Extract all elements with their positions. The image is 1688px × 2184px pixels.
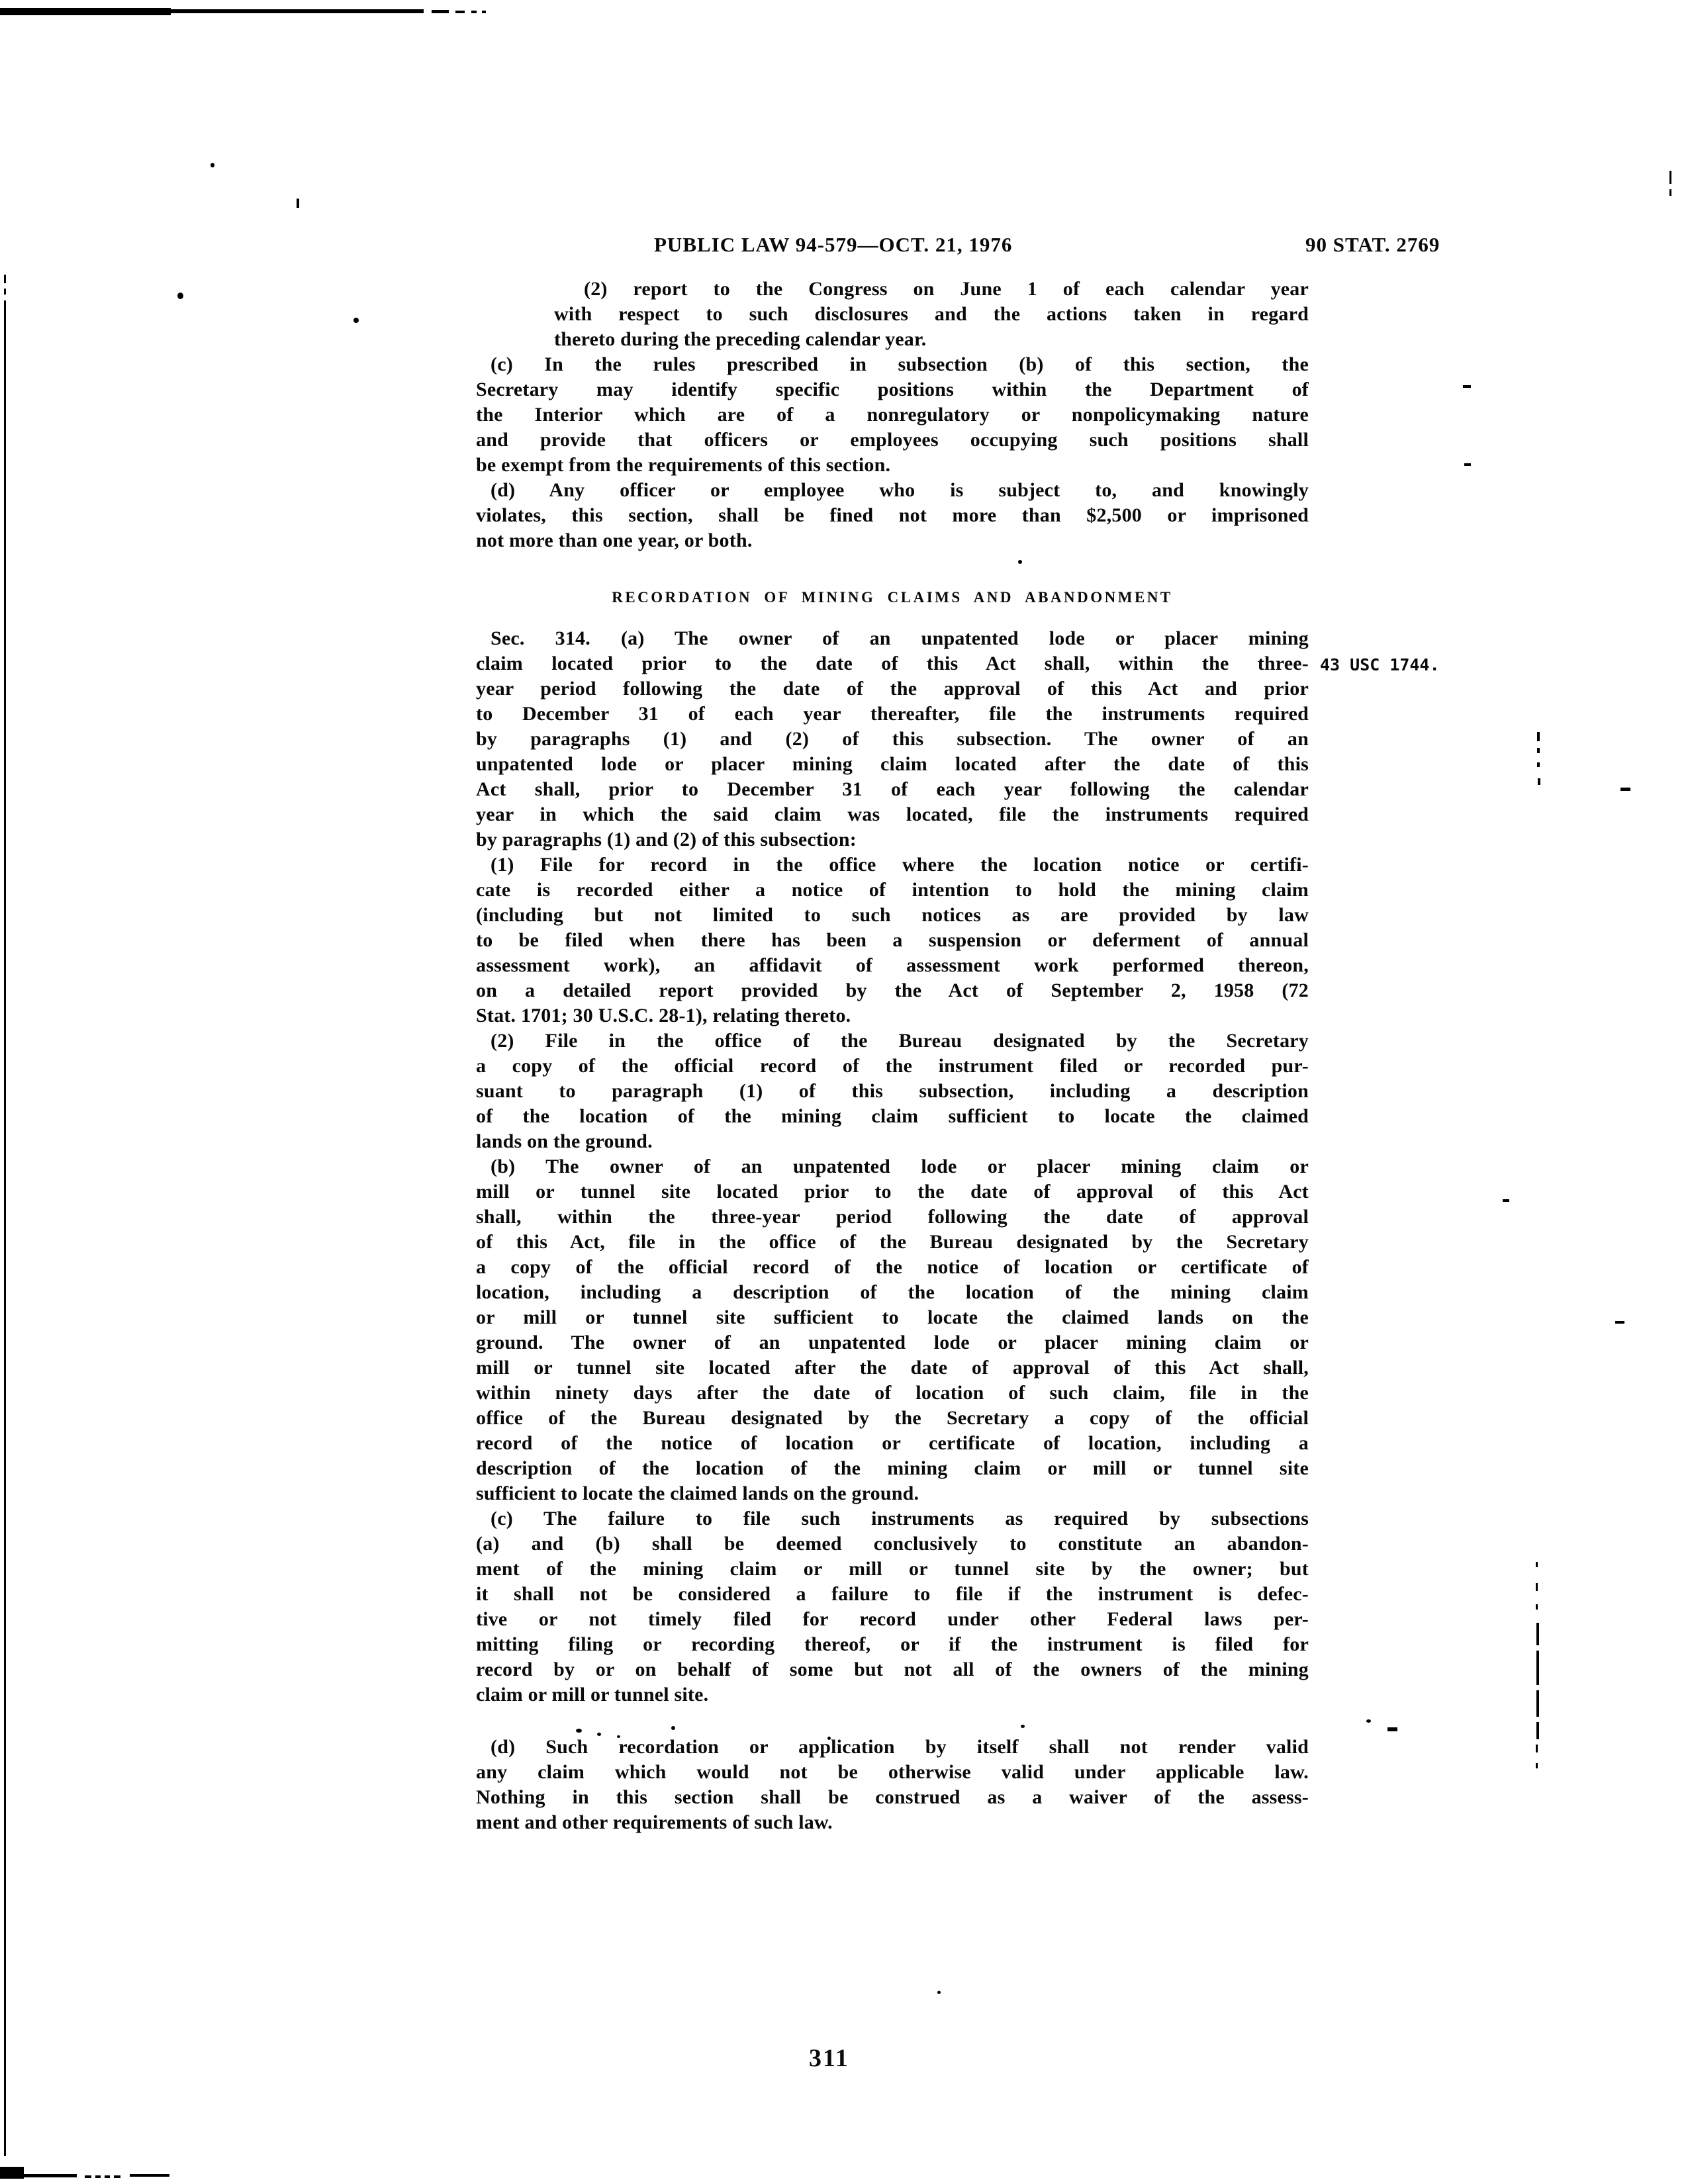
- scan-artifact-bottom-dash: [114, 2175, 120, 2178]
- text-line: year in which the said claim was located, file the instruments required: [476, 803, 1309, 825]
- text-line: by paragraphs (1) and (2) of this subsection:: [476, 829, 857, 850]
- paragraph-report-to-congress: [554, 277, 1309, 352]
- scan-artifact-right-edge-dash: [1669, 171, 1671, 184]
- scan-artifact-dot: [1366, 1719, 1371, 1723]
- intro-paragraphs: [476, 277, 1309, 553]
- text-line: year period following the date of the approval of this Act and prior: [476, 678, 1309, 700]
- text-line: Sec. 314. (a) The owner of an unpatented lode or placer mining: [491, 627, 1309, 649]
- text-line: shall, within the three-year period following the date of approval: [476, 1206, 1309, 1228]
- text-line: (d) Such recordation or application by itself shall not render valid: [491, 1736, 1309, 1758]
- scan-artifact-bottom-dash: [105, 2175, 110, 2178]
- text-line: (1) File for record in the office where the location notice or certifi-: [491, 854, 1309, 876]
- paragraph-c-rules-prescribed: [476, 352, 1309, 478]
- paragraph-sec-314-a: [476, 626, 1309, 852]
- text-line: not more than one year, or both.: [476, 529, 753, 551]
- text-line: mill or tunnel site located after the date of approval of this Act shall,: [476, 1357, 1309, 1379]
- text-line: suant to paragraph (1) of this subsection, including a description: [476, 1080, 1309, 1102]
- scan-artifact-speck: [353, 318, 359, 323]
- text-line: or mill or tunnel site sufficient to locate the claimed lands on the: [476, 1306, 1309, 1328]
- text-line: by paragraphs (1) and (2) of this subsection. The owner of an: [476, 728, 1309, 750]
- text-line: a copy of the official record of the instrument filed or recorded pur-: [476, 1055, 1309, 1077]
- text-line: of this Act, file in the office of the Bureau designated by the Secretary: [476, 1231, 1309, 1253]
- text-line: and provide that officers or employees occupying such positions shall: [476, 429, 1309, 451]
- text-line: unpatented lode or placer mining claim located after the date of this: [476, 753, 1309, 775]
- text-line: record of the notice of location or certificate of location, including a: [476, 1432, 1309, 1454]
- scan-artifact-right-dash: [1615, 1321, 1624, 1324]
- scan-artifact-top-dash: [471, 11, 477, 13]
- text-line: sufficient to locate the claimed lands on the ground.: [476, 1482, 919, 1504]
- scan-artifact-right-dash: [1536, 1583, 1538, 1591]
- text-line: record by or on behalf of some but not all of the owners of the mining: [476, 1659, 1309, 1680]
- text-line: Act shall, prior to December 31 of each year following the calendar: [476, 778, 1309, 800]
- scan-artifact-speck: [177, 293, 183, 299]
- text-line: office of the Bureau designated by the Secretary a copy of the official: [476, 1407, 1309, 1429]
- paragraph-b-owner-unpatented: [476, 1154, 1309, 1506]
- text-line: ment of the mining claim or mill or tunnel site by the owner; but: [476, 1558, 1309, 1580]
- scan-artifact-right-line: [1536, 1690, 1539, 1717]
- text-line: any claim which would not be otherwise valid under applicable law.: [476, 1761, 1309, 1783]
- text-line: claim or mill or tunnel site.: [476, 1684, 709, 1706]
- text-line: (2) report to the Congress on June 1 of each calendar year: [584, 278, 1309, 300]
- scan-artifact-bottom-line: [20, 2174, 77, 2177]
- text-line: location, including a description of the location of the mining claim: [476, 1281, 1309, 1303]
- scan-artifact-top-bar-thin: [171, 9, 424, 13]
- text-line: assessment work), an affidavit of assessment work performed thereon,: [476, 954, 1309, 976]
- paragraph-c-failure-to-file: [476, 1506, 1309, 1707]
- text-line: to December 31 of each year thereafter, file the instruments required: [476, 703, 1309, 725]
- text-line: (c) The failure to file such instruments as required by subsections: [491, 1508, 1309, 1529]
- text-line: it shall not be considered a failure to file if the instrument is defec-: [476, 1583, 1309, 1605]
- text-line: cate is recorded either a notice of intention to hold the mining claim: [476, 879, 1309, 901]
- text-line: ment and other requirements of such law.: [476, 1811, 833, 1833]
- section-314-paragraphs: [476, 626, 1309, 1835]
- scan-artifact-top-bar: [0, 8, 171, 15]
- scan-artifact-left-edge-dash: [4, 289, 6, 295]
- scan-artifact-top-dash: [432, 10, 449, 13]
- paragraph-a-2-file-in-bureau: [476, 1028, 1309, 1154]
- margin-note-usc-citation: 43 USC 1744.: [1320, 655, 1440, 674]
- text-line: (c) In the rules prescribed in subsection (b) of this section, the: [491, 353, 1309, 375]
- scan-artifact-right-dash: [1538, 778, 1540, 785]
- scan-artifact-bottom-dash: [85, 2175, 91, 2178]
- scan-artifact-dash: [1387, 1727, 1397, 1731]
- scan-artifact-top-dash: [482, 11, 486, 13]
- scan-artifact-right-dash: [1537, 748, 1540, 753]
- running-header-stat-page: 90 STAT. 2769: [1305, 233, 1440, 256]
- text-line: lands on the ground.: [476, 1130, 653, 1152]
- scan-artifact-right-dash: [1536, 1763, 1538, 1768]
- text-line: be exempt from the requirements of this section.: [476, 454, 891, 476]
- scan-artifact-right-line: [1536, 1623, 1539, 1645]
- scan-artifact-right-dash: [1537, 732, 1540, 741]
- scan-artifact-dot: [937, 1991, 941, 1994]
- scan-artifact-speck: [211, 163, 214, 167]
- scan-artifact-left-edge-dash: [4, 275, 6, 283]
- scan-artifact-right-dash: [1536, 1562, 1538, 1567]
- text-line: Secretary may identify specific positions within the Department of: [476, 379, 1309, 400]
- scan-artifact-bottom-dash: [95, 2175, 101, 2178]
- scan-artifact-speck: [297, 199, 299, 208]
- scan-artifact-right-dash: [1536, 1745, 1538, 1752]
- scan-artifact-right-dash: [1464, 463, 1471, 466]
- scan-artifact-bottom-line: [130, 2174, 169, 2177]
- text-line: ground. The owner of an unpatented lode or placer mining claim or: [476, 1332, 1309, 1353]
- text-line: Stat. 1701; 30 U.S.C. 28-1), relating thereto.: [476, 1005, 851, 1026]
- text-line: within ninety days after the date of location of such claim, file in the: [476, 1382, 1309, 1404]
- text-line: to be filed when there has been a suspension or deferment of annual: [476, 929, 1309, 951]
- section-heading: RECORDATION OF MINING CLAIMS AND ABANDONMENT: [612, 589, 1173, 606]
- scan-artifact-right-line: [1536, 1722, 1539, 1739]
- text-line: tive or not timely filed for record under other Federal laws per-: [476, 1608, 1309, 1630]
- text-line: (d) Any officer or employee who is subject to, and knowingly: [491, 479, 1309, 501]
- text-line: on a detailed report provided by the Act of September 2, 1958 (72: [476, 979, 1309, 1001]
- text-line: thereto during the preceding calendar year.: [554, 328, 927, 350]
- text-line: of the location of the mining claim sufficient to locate the claimed: [476, 1105, 1309, 1127]
- text-line: claim located prior to the date of this Act shall, within the three-: [476, 653, 1309, 674]
- text-line: (b) The owner of an unpatented lode or placer mining claim or: [491, 1156, 1309, 1177]
- scan-artifact-right-edge-dash: [1669, 189, 1671, 196]
- text-line: violates, this section, shall be fined not more than $2,500 or imprisoned: [476, 504, 1309, 526]
- running-header-law-title: PUBLIC LAW 94-579—OCT. 21, 1976: [654, 233, 1013, 256]
- text-line: a copy of the official record of the notice of location or certificate of: [476, 1256, 1309, 1278]
- text-line: mitting filing or recording thereof, or if the instrument is filed for: [476, 1633, 1309, 1655]
- scan-artifact-right-line: [1536, 1651, 1539, 1685]
- text-line: mill or tunnel site located prior to the date of approval of this Act: [476, 1181, 1309, 1203]
- paragraph-d-recordation-validity: [476, 1735, 1309, 1835]
- text-line: Nothing in this section shall be construed as a waiver of the assess-: [476, 1786, 1309, 1808]
- text-line: with respect to such disclosures and the actions taken in regard: [554, 303, 1309, 325]
- scan-artifact-right-dash: [1463, 385, 1471, 388]
- text-line: (2) File in the office of the Bureau designated by the Secretary: [491, 1030, 1309, 1052]
- text-line: the Interior which are of a nonregulatory or nonpolicymaking nature: [476, 404, 1309, 426]
- text-line: (including but not limited to such notices as are provided by law: [476, 904, 1309, 926]
- scan-artifact-left-edge-line: [4, 300, 6, 2156]
- text-column: [476, 277, 1309, 1835]
- page-number: 311: [809, 2044, 849, 2072]
- scan-artifact-right-dash: [1537, 762, 1540, 767]
- paragraph-a-1-file-for-record: [476, 852, 1309, 1028]
- text-line: description of the location of the mining claim or mill or tunnel site: [476, 1457, 1309, 1479]
- text-line: (a) and (b) shall be deemed conclusively to constitute an abandon-: [476, 1533, 1309, 1555]
- scan-artifact-right-dash: [1503, 1199, 1509, 1202]
- scan-artifact-right-dash: [1620, 788, 1630, 791]
- scan-artifact-right-dash: [1536, 1604, 1538, 1610]
- paragraph-d-penalty: [476, 478, 1309, 553]
- scan-artifact-top-dash: [455, 11, 465, 13]
